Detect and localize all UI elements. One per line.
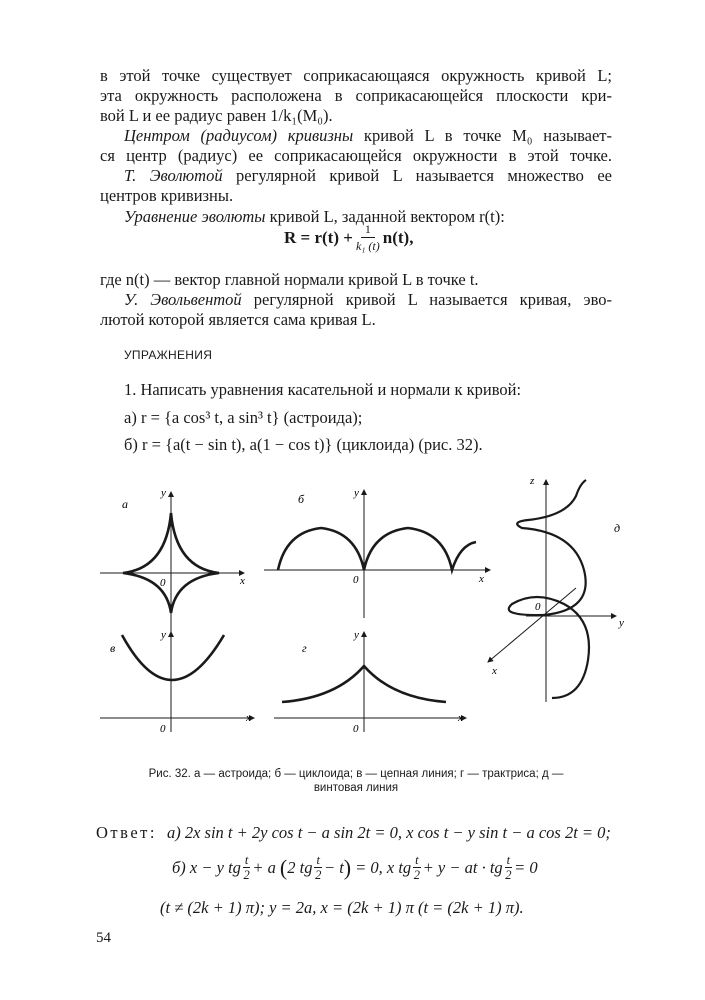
text-line-2: эта окружность расположена в соприкасающейся плоскости кри- — [100, 86, 612, 105]
answer-line-b: б) x − y tg t 2 + a ( 2 tg t 2 − t ) = 0, x tg t 2 + y − at · tg $\frac{t}{2}$ = 0 — [172, 853, 538, 882]
term-curvature-center: Центром (радиусом) кривизны — [124, 126, 354, 145]
text-line-10: У. Эвольвентой регулярной кривой L называется кривая, эво- — [124, 290, 612, 309]
svg-text:x: x — [458, 712, 463, 724]
panel-tractrix — [274, 629, 466, 735]
text-line-5: ся центр (радиус) ее соприкасающейся окружности в этой точке. — [100, 146, 612, 165]
svg-text:x: x — [479, 573, 484, 585]
formula-fraction: $\frac{1}{\text{k₁ (t)}}$ — [355, 222, 380, 253]
exercise-item-a: а) r = {a cos³ t, a sin³ t} (астроида); — [124, 408, 363, 427]
term-evolute: Эволютой — [149, 166, 223, 185]
svg-text:x: x — [240, 575, 245, 587]
svg-text:y: y — [161, 629, 166, 641]
panel-label-b: б — [298, 492, 305, 506]
text-line-8: Уравнение эволюты кривой L, заданной вектором r(t): — [124, 207, 505, 226]
answer-line-c: (t ≠ (2k + 1) π); y = 2a, x = (2k + 1) π (t = (2k + 1) π). — [160, 898, 524, 917]
helix-lower — [509, 597, 589, 698]
text-line-4: Центром (радиусом) кривизны кривой L в точке M₀ называет- — [124, 126, 612, 145]
panel-label-a: а — [122, 497, 128, 511]
svg-text:y: y — [354, 629, 359, 641]
text-line-1: в этой точке существует соприкасающаяся окружность кривой L; — [100, 66, 612, 85]
svg-text:x: x — [246, 712, 251, 724]
svg-text:z: z — [530, 475, 535, 487]
catenary-curve — [122, 635, 224, 680]
panel-helix — [488, 475, 624, 702]
figure-32 — [96, 470, 656, 760]
svg-text:x: x — [492, 665, 497, 677]
svg-text:y: y — [161, 487, 166, 499]
section-heading: УПРАЖНЕНИЯ — [124, 348, 213, 362]
panel-label-v: в — [110, 641, 116, 655]
exercise-title: 1. Написать уравнения касательной и нормали к кривой: — [124, 380, 522, 399]
answer-label: Ответ: — [96, 823, 157, 842]
cycloid-curve — [278, 528, 476, 570]
evolute-formula — [284, 222, 413, 254]
svg-text:0: 0 — [160, 577, 166, 589]
svg-text:0: 0 — [353, 723, 359, 735]
text-line-6: Т. Эволютой регулярной кривой L называется множество ее — [124, 166, 612, 185]
answer-line-a: Ответ: а) 2x sin t + 2y cos t − a sin 2t = 0, x cos t − y sin t − a cos 2t = 0; — [96, 823, 611, 842]
figure-caption: Рис. 32. а — астроида; б — циклоида; в — цепная линия; г — трактриса; д — винтовая линия — [148, 768, 564, 794]
svg-text:y: y — [619, 617, 624, 629]
panel-catenary — [100, 629, 254, 735]
term-evolute-equation: Уравнение эволюты — [124, 207, 266, 226]
helix-upper — [517, 480, 586, 615]
x-axis — [488, 588, 576, 662]
panel-astroid — [100, 487, 245, 642]
formula-rhs: n(t), — [382, 228, 414, 247]
text-line-3: вой L и ее радиус равен 1/k₁(M₀). — [100, 106, 333, 125]
svg-text:0: 0 — [353, 574, 359, 586]
text-line-9: где n(t) — вектор главной нормали кривой L в точке t. — [100, 270, 479, 289]
panel-cycloid — [264, 487, 490, 618]
svg-text:y: y — [354, 487, 359, 499]
svg-text:0: 0 — [160, 723, 166, 735]
panel-label-d: д — [614, 521, 621, 535]
panel-label-g: г — [302, 641, 307, 655]
term-involute: Эвольвентой — [150, 290, 242, 309]
svg-text:0: 0 — [535, 601, 541, 613]
page-number: 54 — [96, 930, 111, 946]
text-line-11: лютой которой является сама кривая L. — [100, 310, 376, 329]
exercise-item-b: б) r = {a(t − sin t), a(1 − cos t)} (циклоида) (рис. 32). — [124, 435, 483, 454]
text-line-7: центров кривизны. — [100, 186, 234, 205]
formula-lhs: R = r(t) + — [284, 228, 353, 247]
